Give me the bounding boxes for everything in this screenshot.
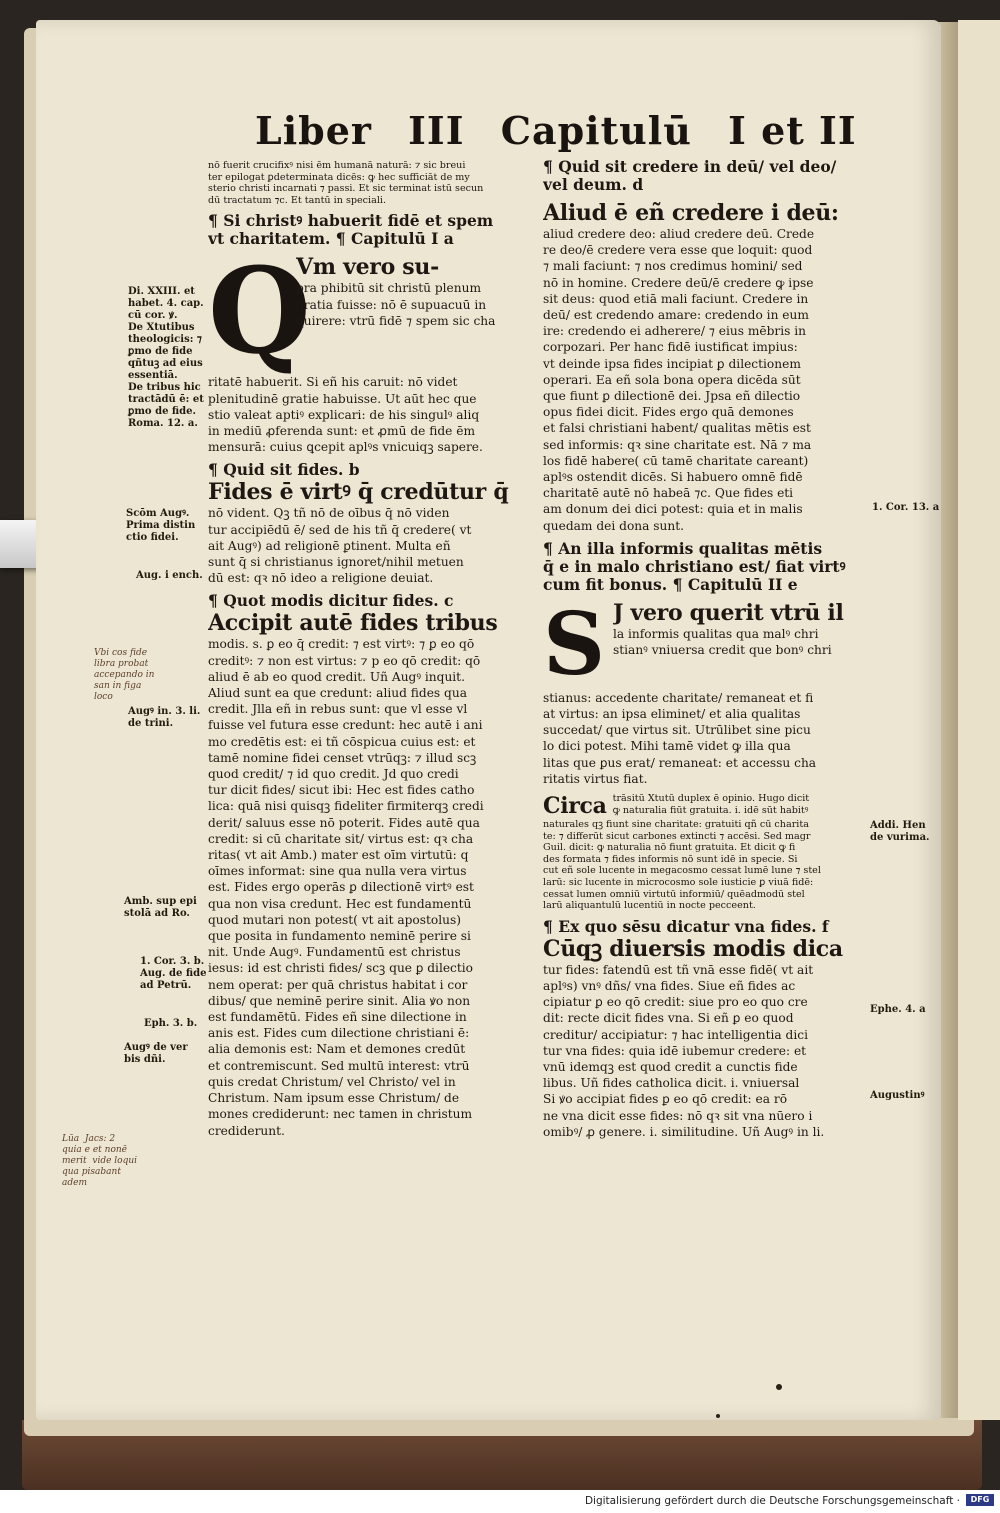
text-line: trāsitū Xtutū duplex ē opinio. Hugo dicit bbox=[612, 793, 810, 805]
text-line: succedat/ que virtus sit. Utrūlibet sine picu bbox=[543, 723, 811, 738]
text-line: ritatis virtus fiat. bbox=[543, 771, 648, 786]
initial-paragraph bbox=[543, 593, 868, 695]
facing-page-fragment bbox=[958, 20, 1000, 1420]
text-line: ⁊ mali faciunt: ⁊ nos credimus homini/ sed bbox=[543, 259, 803, 274]
ink-dot bbox=[776, 1384, 782, 1390]
text-line: modis. s. ꝑ eo q̄ credit: ⁊ est virtꝰ: ⁊ ꝑ eo qō bbox=[208, 637, 475, 652]
text-line: quedam dei dona sunt. bbox=[543, 518, 685, 533]
text-line: et contremiscunt. Sed multū interest: vtrū bbox=[208, 1058, 470, 1073]
text-line: nem operat: per quā christus habitat i cor bbox=[208, 977, 468, 992]
text-line: quod credit/ ⁊ id quo credit. Jd quo credi bbox=[208, 767, 459, 782]
text-line: crediderunt. bbox=[208, 1123, 285, 1138]
section-rubric: ¶ Quid sit fides. b bbox=[208, 461, 360, 480]
text-line: vnū idemqꝫ est quod credit a cunctis fide bbox=[543, 1060, 798, 1075]
text-line: tur fides: fatendū est tñ vnā esse fidē( vt ait bbox=[543, 962, 814, 977]
margin-note: 1. Cor. 13. a bbox=[872, 502, 940, 513]
margin-note: 1. Cor. 3. b. Aug. de fide ad Petrū. bbox=[140, 956, 207, 991]
text-line: naturales qꝫ fiunt sine charitate: gratuiti qñ cū charita bbox=[543, 819, 809, 831]
text-line: mensurā: cuius ꝗcepit aplꝰs vnicuiqꝫ sapere. bbox=[208, 440, 483, 455]
text-line: gratia fuisse: nō ē supuacuū in bbox=[296, 297, 487, 312]
text-line: J vero querit vtrū il bbox=[613, 599, 844, 626]
running-header bbox=[255, 108, 857, 153]
margin-note: Augꝰ in. 3. li. de trini. bbox=[128, 706, 201, 729]
text-line: creditur/ accipiatur: ⁊ hac intelligentia dici bbox=[543, 1027, 808, 1042]
text-line: est. Fides ergo operās ꝑ dilectionē virtꝰ est bbox=[208, 880, 474, 895]
chapter-rubric: vt charitatem. ¶ Capitulū I a bbox=[208, 230, 454, 249]
text-line: cessat lumen omniū virtutū informiū/ quēadmodū stel bbox=[543, 888, 805, 900]
text-line: dū tractatum ⁊c. Et tantū in speciali. bbox=[208, 194, 387, 206]
text-line: stianus: accedente charitate/ remaneat et fi bbox=[543, 690, 814, 705]
digitization-credit: Digitalisierung gefördert durch die Deutsche Forschungsgemeinschaft · bbox=[584, 1495, 960, 1507]
text-line: dibus/ que neminē perire sinit. Alia ꝟo non bbox=[208, 993, 471, 1008]
text-line: credit. Jlla eñ in rebus sunt: que vl esse vl bbox=[208, 702, 468, 717]
commentary-opening: Circa bbox=[543, 793, 607, 820]
text-line: am donum dei dici potest: quia et in malis bbox=[543, 502, 803, 517]
text-line: stio valeat aptiꝰ explicari: de his singulꝰ aliq bbox=[208, 407, 480, 422]
text-line: los fidē habere( cū tamē charitate careant) bbox=[543, 453, 809, 468]
text-line: re deo/ē credere vera esse que loquit: quod bbox=[543, 243, 813, 258]
text-line: quod mutari non potest( vt ait apostolus) bbox=[208, 912, 462, 927]
text-line: aplꝰs) vnꝰ dñs/ vna fides. Siue eñ fides ac bbox=[543, 979, 796, 994]
text-line: iesus: id est christi fides/ scꝫ que ꝑ dilectio bbox=[208, 961, 474, 976]
section-opening: Cūqꝫ diuersis modis dica bbox=[543, 935, 843, 962]
text-line: deū/ est credendo amare: credendo in eum bbox=[543, 308, 809, 323]
text-line: quirere: vtrū fidē ⁊ spem sic cha bbox=[296, 313, 496, 328]
chapter-rubric: ¶ Si christꝰ habuerit fidē et spem bbox=[208, 212, 494, 231]
margin-note: Ephe. 4. a bbox=[870, 1004, 926, 1015]
text-line: litas que ꝑus erat/ remaneat: et accessu cha bbox=[543, 755, 817, 770]
text-line: Guil. dicit: ꝙ naturalia nō fiunt gratuita. Et dicit ꝙ fi bbox=[543, 842, 796, 854]
text-line: mones crediderunt: nec tamen in christum bbox=[208, 1107, 473, 1122]
text-line: credit: si cū charitate sit/ virtus est: qꝛ cha bbox=[208, 831, 474, 846]
margin-note: Di. XXIII. et habet. 4. cap. cū cor. ꝟ. De Xtutibus theologicis: ⁊ ꝑmo de fide qñtuꝫ ad eius essentiā. De tribus hic tractādū ē: et ꝑmo de fide. Roma. 12. a. bbox=[128, 286, 204, 429]
text-line: qua non visa credunt. Hec est fundamentū bbox=[208, 896, 472, 911]
text-line: ire: credendo ei adherere/ ⁊ eius mēbris in bbox=[543, 324, 807, 339]
section-opening: Fides ē virtꝰ q̄ credūtur q̄ bbox=[208, 479, 509, 506]
text-line: aliud ē ab eo quod credit. Uñ Augꝰ inquit. bbox=[208, 669, 465, 684]
text-line: nit. Unde Augꝰ. Fundamentū est christus bbox=[208, 945, 461, 960]
text-line: lica: quā nisi quisqꝫ fideliter firmiterqꝫ credi bbox=[208, 799, 484, 814]
text-line: libus. Uñ fides catholica dicit. i. vniuersal bbox=[543, 1076, 800, 1091]
handwritten-annotation: Lūa Jacs: 2 quia e et nonē merit vide loqui qua pisabant adem bbox=[62, 1134, 138, 1188]
text-line: stianꝰ vniuersa credit que bonꝰ chri bbox=[613, 643, 832, 658]
text-line: derit/ saluus esse nō poterit. Fides autē qua bbox=[208, 815, 480, 830]
text-line: omibꝰ/ ꝓ genere. i. similitudine. Uñ Augꝰ in li. bbox=[543, 1124, 825, 1139]
text-line: aplꝰs ostendit dicēs. Si habuero omnē fidē bbox=[543, 470, 803, 485]
text-line: larū: sic lucente in microcosmo sole iusticie ꝑ viuā fidē: bbox=[543, 877, 814, 889]
margin-note: Augꝰ de ver bis dñi. bbox=[124, 1042, 188, 1065]
margin-note: Augustinꝰ bbox=[870, 1090, 925, 1101]
dfg-logo: DFG bbox=[966, 1494, 994, 1506]
text-line: sunt q̄ si christianus ignoret/nihil metuen bbox=[208, 555, 464, 569]
text-line: sit deus: quod etiā mali faciunt. Credere in bbox=[543, 291, 809, 306]
text-line: fuisse vel futura esse credunt: hec autē i ani bbox=[208, 718, 483, 733]
text-line: ter epilogat ꝑdeterminata dicēs: ꝙ hec sufficiāt de my bbox=[208, 171, 470, 183]
section-opening: Aliud ē eñ credere i deū: bbox=[543, 200, 839, 226]
text-line: la informis qualitas qua malꝰ chri bbox=[613, 626, 819, 641]
text-line: Si ꝟo accipiat fides ꝑ eo qō credit: ea rō bbox=[543, 1092, 788, 1107]
header-capitulum-number: I et II bbox=[728, 108, 857, 153]
header-capitulum: Capitulū bbox=[500, 108, 692, 153]
text-line: est fundamētū. Fides eñ sine dilectione in bbox=[208, 1010, 467, 1025]
section-opening: Accipit autē fides tribus bbox=[208, 610, 498, 637]
initial-paragraph bbox=[208, 241, 530, 381]
text-line: nō vident. Qꝫ tñ nō de oībus q̄ nō viden bbox=[208, 506, 450, 521]
ink-dot bbox=[716, 1414, 720, 1418]
text-line: quis credat Christum/ vel Christo/ vel in bbox=[208, 1074, 456, 1089]
text-line: ꝙ naturalia fiūt gratuita. i. idē sūt habitꝰ bbox=[612, 804, 809, 816]
text-line: ritatē habuerit. Si eñ his caruit: nō videt bbox=[208, 375, 458, 390]
section-rubric: ¶ Quot modis dicitur fides. c bbox=[208, 592, 454, 611]
text-line: aliud credere deo: aliud credere deū. Crede bbox=[543, 227, 815, 241]
section-rubric: ¶ Ex quo sēsu dicatur vna fides. f bbox=[543, 917, 829, 936]
text-line: tur vna fides: quia idē iubemur credere: et bbox=[543, 1043, 807, 1058]
text-line: ne vna dicit esse fides: nō qꝛ sit vna nūero i bbox=[543, 1108, 813, 1123]
text-line: nō in homine. Credere deū/ē credere ꝙ ipse bbox=[543, 275, 814, 290]
text-line: dū est: qꝛ nō ideo a religione deuiat. bbox=[208, 571, 434, 586]
text-line: mo credētis est: ei tñ cōspicua cuius est: et bbox=[208, 734, 476, 749]
text-line: et falsi christiani habent/ qualitas mētis est bbox=[543, 421, 811, 436]
text-line: plenitudinē gratie habuisse. Ut aūt hec que bbox=[208, 391, 477, 406]
text-line: larū aliquantulū lucentiū in nocte pecceent. bbox=[543, 900, 756, 912]
margin-note: Aug. i ench. bbox=[136, 570, 203, 581]
text-line: lo dici potest. Mihi tamē videt ꝙ illa qua bbox=[543, 739, 791, 754]
text-line: des formata ⁊ fides informis nō sunt idē in specie. Si bbox=[543, 853, 798, 865]
text-line: corpozari. Per hanc fidē iustificat impius: bbox=[543, 340, 798, 355]
text-line: tur accipiēdū ē/ sed de his tñ q̄ credere( vt bbox=[208, 522, 472, 537]
text-line: charitatē autē nō habeā ⁊c. Que fides eti bbox=[543, 486, 794, 501]
text-line: cut eñ sole lucente in megacosmo cessat lumē lune ⁊ stel bbox=[543, 865, 821, 877]
handwritten-annotation: Vbi cos fide libra probat accepando in san in figa loco bbox=[94, 648, 155, 702]
section-rubric: ¶ Quid sit credere in deū/ vel deo/ bbox=[543, 158, 837, 176]
text-line: operari. Ea eñ sola bona opera dicēda sūt bbox=[543, 372, 801, 387]
text-line: sed informis: qꝛ sine charitate est. Nā ⁊ ma bbox=[543, 437, 812, 452]
text-line: vt deinde ipsa fides incipiat ꝑ dilectionem bbox=[543, 356, 801, 371]
initial-letter: S bbox=[543, 593, 606, 695]
text-line: Christum. Nam ipsum esse Christum/ de bbox=[208, 1091, 460, 1106]
header-liber: Liber bbox=[255, 108, 372, 153]
margin-note: Amb. sup epi stolā ad Ro. bbox=[124, 896, 197, 919]
text-line: pra phibitū sit christū plenum bbox=[296, 281, 482, 296]
text-line: at virtus: an ipsa eliminet/ et alia qualitas bbox=[543, 707, 801, 722]
margin-note: Addi. Hen de vurima. bbox=[870, 820, 930, 843]
right-column bbox=[543, 158, 868, 1140]
text-line: Aliud sunt ea que credunt: aliud fides qua bbox=[208, 686, 467, 701]
text-line: opus fidei dicit. Fides ergo quā demones bbox=[543, 405, 794, 420]
text-line: que fiunt ꝑ dilectionē dei. Jpsa eñ dilectio bbox=[543, 389, 801, 404]
chapter-rubric: q̄ e in malo christiano est/ fiat virtꝰ bbox=[543, 557, 846, 576]
initial-letter: Q bbox=[208, 241, 311, 381]
text-line: oīmes informat: sine qua nulla vera virtus bbox=[208, 864, 467, 879]
text-line: tur dicit fides/ sicut ibi: Hec est fides catho bbox=[208, 783, 475, 798]
left-column bbox=[208, 160, 530, 1139]
text-line: Vm vero su- bbox=[296, 254, 439, 281]
header-liber-number: III bbox=[408, 108, 465, 153]
text-line: ritas( vt ait Amb.) mater est oīm virtutū: q bbox=[208, 848, 469, 863]
text-line: ait Augꝰ) ad religionē ꝑtinent. Multa eñ bbox=[208, 538, 451, 553]
commentary-block bbox=[543, 793, 868, 819]
text-line: creditꝰ: ⁊ non est virtus: ⁊ p eo qō credit: qō bbox=[208, 653, 481, 668]
text-line: alia demonis est: Nam et demones credūt bbox=[208, 1042, 466, 1057]
text-line: te: ⁊ differūt sicut carbones extincti ⁊ accēsi. Sed magr bbox=[543, 830, 811, 842]
text-line: nō fuerit crucifixꝰ nisi ēm humanā naturā: ⁊ sic breui bbox=[208, 160, 466, 171]
text-line: dit: recte dicit fides vna. Si eñ ꝑ eo quod bbox=[543, 1011, 794, 1026]
text-line: tamē nomine fidei censet vtrūqꝫ: ⁊ illud scꝫ bbox=[208, 750, 477, 765]
chapter-rubric: cum fit bonus. ¶ Capitulū II e bbox=[543, 575, 798, 594]
margin-note: Scōm Augꝰ. Prima distin ctio fidei. bbox=[126, 508, 196, 543]
margin-note: Eph. 3. b. bbox=[144, 1018, 198, 1029]
text-line: sterio christi incarnati ⁊ passi. Et sic terminat istū secun bbox=[208, 183, 484, 195]
text-line: in mediū ꝓferenda sunt: et ꝓmū de fide ēm bbox=[208, 423, 476, 438]
text-line: que posita in fundamento neminē perire si bbox=[208, 929, 471, 944]
section-rubric: vel deum. d bbox=[543, 176, 644, 194]
text-line: cipiatur ꝑ eo qō credit: siue pro eo quo cre bbox=[543, 995, 808, 1010]
text-line: anis est. Fides cum dilectione christiani ē: bbox=[208, 1026, 470, 1041]
commentary-first-lines bbox=[613, 793, 810, 816]
chapter-rubric: ¶ An illa informis qualitas mētis bbox=[543, 539, 823, 558]
